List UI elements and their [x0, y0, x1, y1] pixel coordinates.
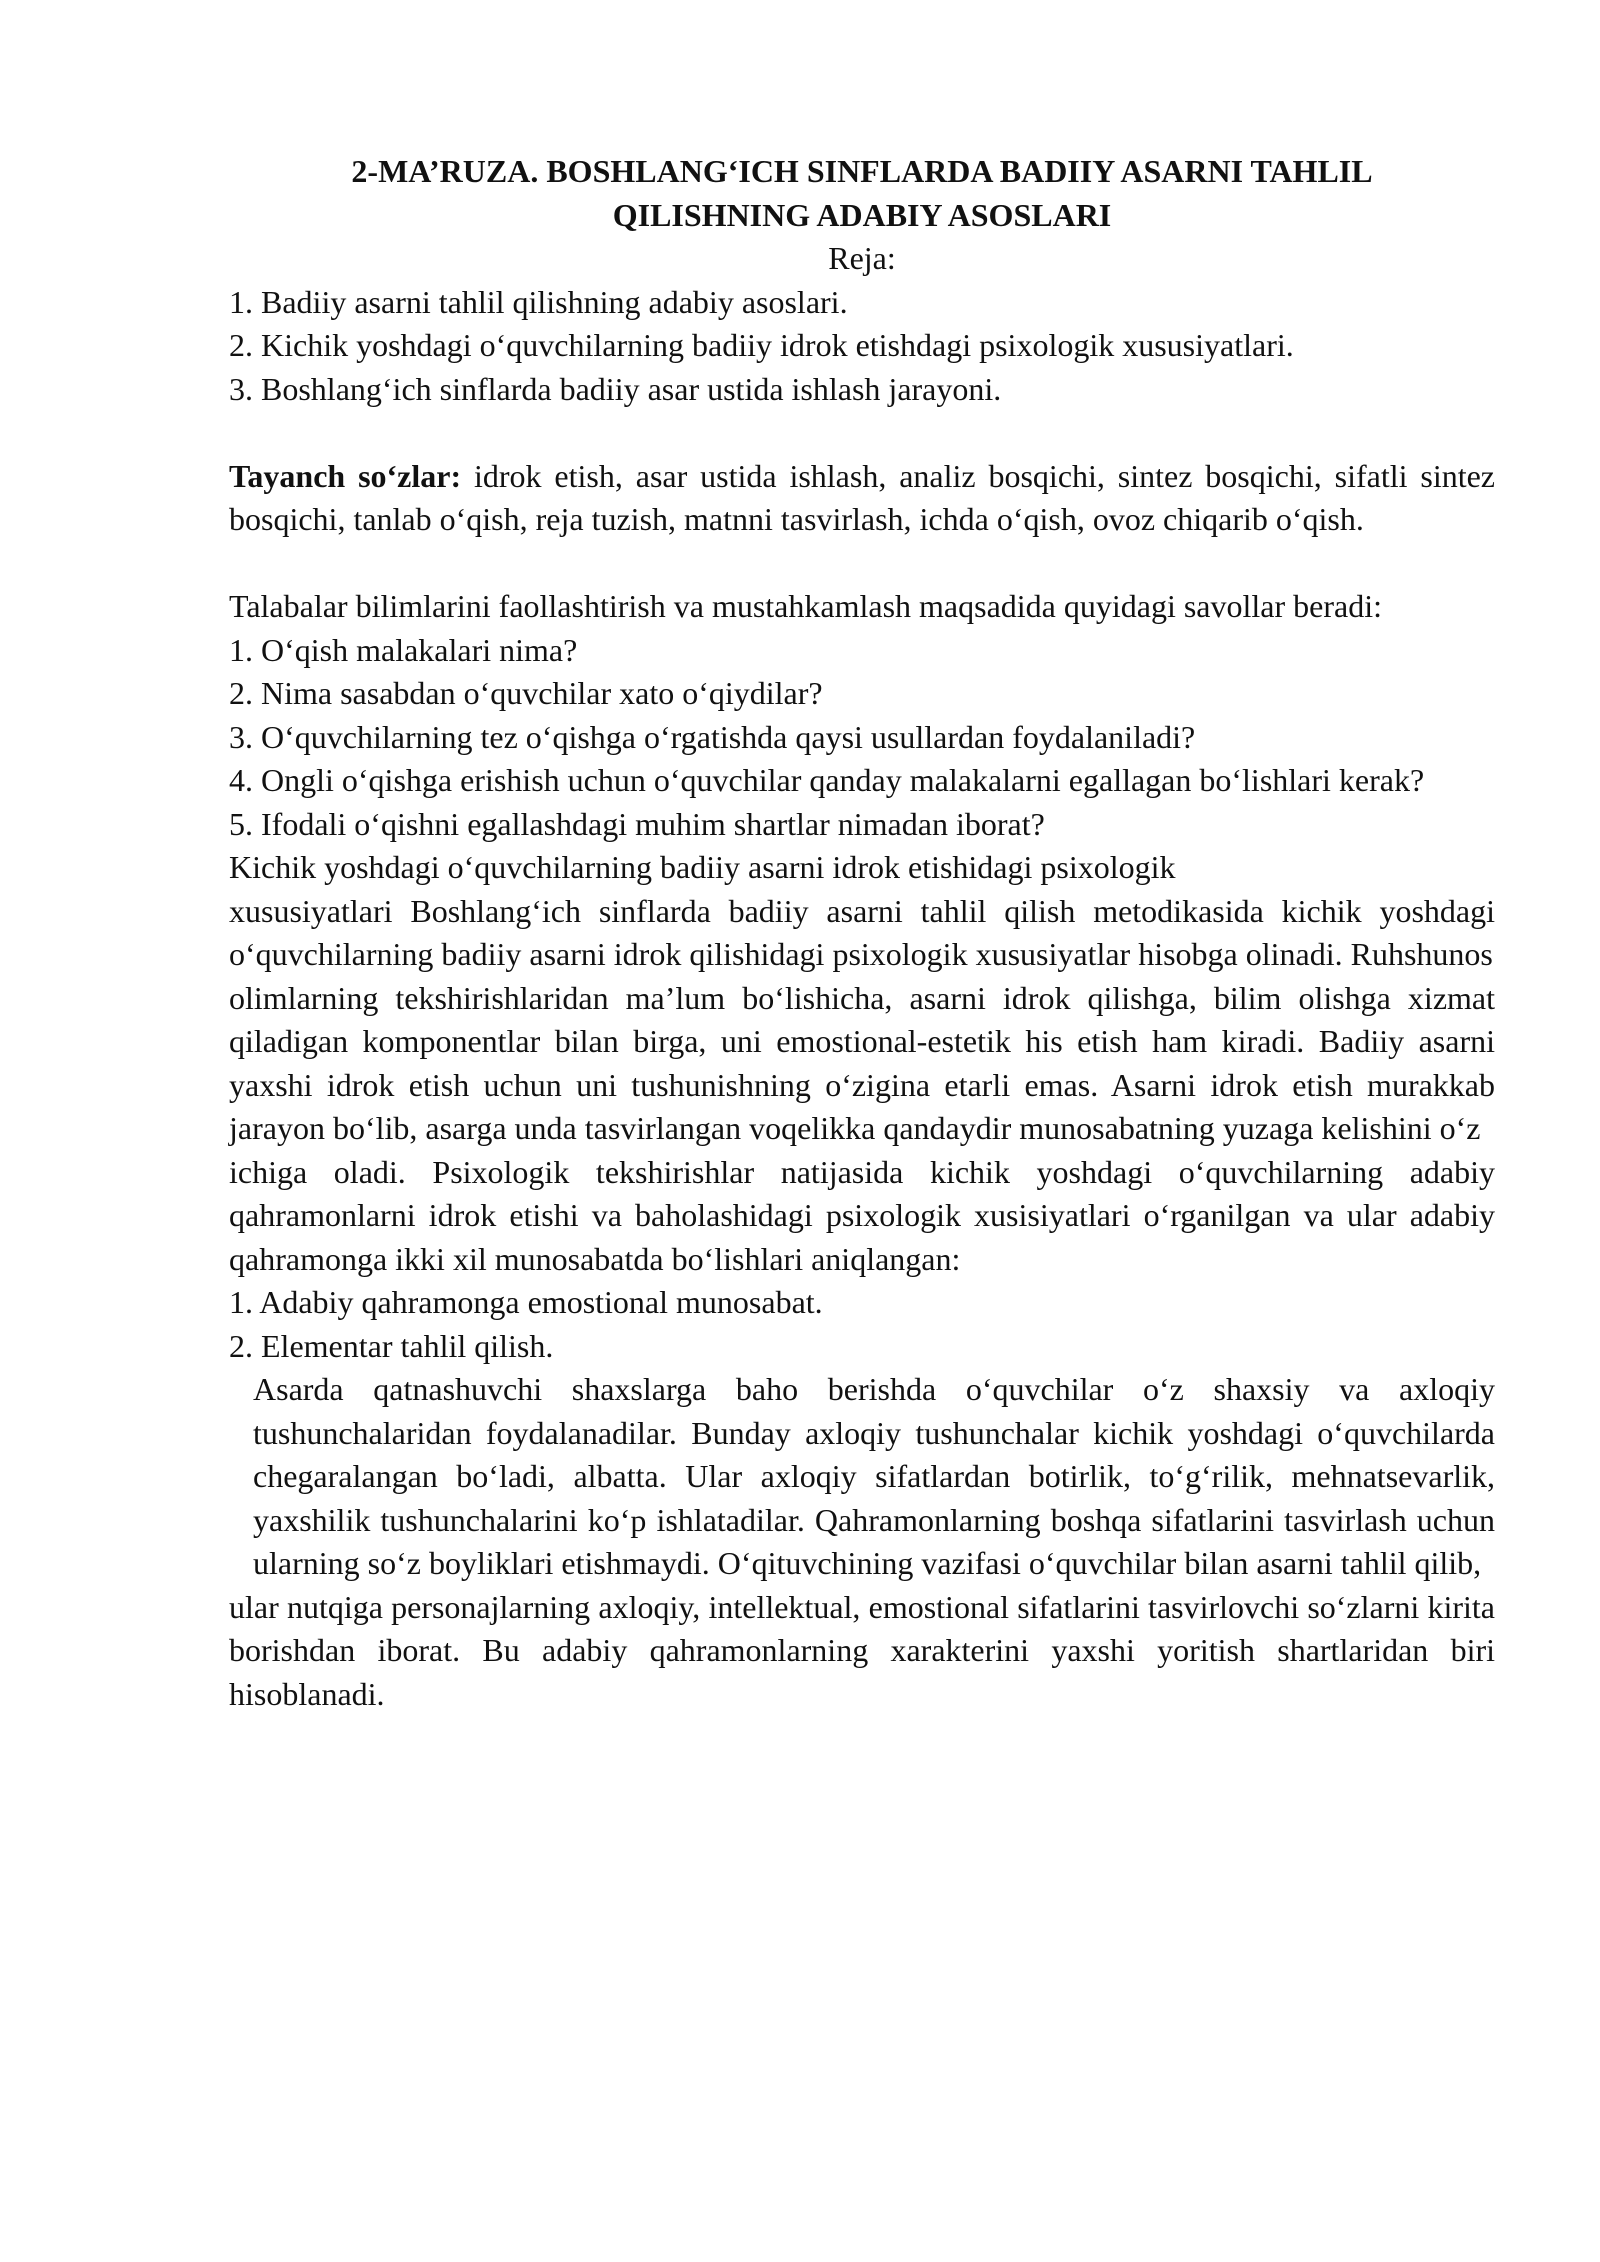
body-paragraph: ichiga oladi. Psixologik tekshirishlar natijasida kichik yoshdagi o‘quvchilarning adabiy qahramonlarni idrok etishi va baholashidagi psixologik xusisiyatlari o‘rganilgan va ular adabiy qahramonga ikki xil munosabatda bo‘lishlari aniqlangan:: [229, 1153, 1495, 1277]
spacer: [229, 411, 1495, 455]
body-paragraph: olimlarning tekshirishlaridan ma’lum bo‘lishicha, asarni idrok qilishga, bilim olishga xizmat qiladigan komponentlar bilan birga, uni emostional-estetik his etish ham kiradi. Badiiy asarni yaxshi idrok etish uchun uni tushunishning o‘zigina etarli emas. Asarni idrok etish murakkab jarayon bo‘lib, asarga unda tasvirlangan voqelikka qandaydir munosabatning yuzaga kelishini o‘z: [229, 979, 1495, 1146]
document-page: [229, 150, 1495, 1716]
body-list-item: 1. Adabiy qahramonga emostional munosabat.: [229, 1284, 823, 1320]
body-paragraph: Asarda qatnashuvchi shaxslarga baho berishda o‘quvchilar o‘z shaxsiy va axloqiy tushunchalaridan foydalanadilar. Bunday axloqiy tushunchalar kichik yoshdagi o‘quvchilarda chegaralangan bo‘ladi, albatta. Ular axloqiy sifatlardan botirlik, to‘g‘rilik, mehnatsevarlik, yaxshilik tushunchalarini ko‘p ishlatadilar. Qahramonlarning boshqa sifatlarini tasvirlash uchun ularning so‘z boyliklari etishmaydi. O‘qituvchining vazifasi o‘quvchilar bilan asarni tahlil qilib,: [253, 1371, 1495, 1581]
keywords-paragraph: [229, 455, 1495, 542]
question-item: 4. Ongli o‘qishga erishish uchun o‘quvchilar qanday malakalarni egallagan bo‘lishlari kerak?: [229, 762, 1425, 798]
keywords-label: Tayanch so‘zlar:: [229, 457, 462, 494]
question-item: 5. Ifodali o‘qishni egallashdagi muhim shartlar nimadan iborat?: [229, 805, 1045, 842]
body-list-item: 2. Elementar tahlil qilish.: [229, 1327, 554, 1364]
question-item: 1. O‘qish malakalari nima?: [229, 631, 578, 668]
plan-item: 2. Kichik yoshdagi o‘quvchilarning badiiy idrok etishdagi psixologik xususiyatlari.: [229, 327, 1294, 363]
plan-heading: Reja:: [828, 240, 896, 276]
lecture-title-line-2: QILISHNING ADABIY ASOSLARI: [612, 196, 1112, 233]
body-paragraph: xususiyatlari Boshlang‘ich sinflarda badiiy asarni tahlil qilish metodikasida kichik yoshdagi o‘quvchilarning badiiy asarni idrok qilishidagi psixologik xususiyatlar hisobga olinadi. Ruhshunos: [229, 892, 1495, 972]
plan-item: 3. Boshlang‘ich sinflarda badiiy asar ustida ishlash jarayoni.: [229, 370, 1002, 407]
body-paragraph-heading: Kichik yoshdagi o‘quvchilarning badiiy asarni idrok etishidagi psixologik: [229, 849, 1176, 885]
plan-item: 1. Badiiy asarni tahlil qilishning adabiy asoslari.: [229, 283, 848, 320]
spacer: [229, 542, 1495, 586]
keywords-text: idrok etish, asar ustida ishlash, analiz bosqichi, sintez bosqichi, sifatli sintez bosqichi, tanlab o‘qish, reja tuzish, matnni tasvirlash, ichda o‘qish, ovoz chiqarib o‘qish.: [229, 457, 1496, 537]
question-item: 2. Nima sasabdan o‘quvchilar xato o‘qiydilar?: [229, 675, 823, 711]
questions-intro: Talabalar bilimlarini faollashtirish va mustahkamlash maqsadida quyidagi savollar beradi:: [229, 588, 1382, 624]
question-item: 3. O‘quvchilarning tez o‘qishga o‘rgatishda qaysi usullardan foydalaniladi?: [229, 718, 1196, 755]
lecture-title: [229, 150, 1495, 237]
lecture-title-line-1: 2-MA’RUZA. BOSHLANG‘ICH SINFLARDA BADIIY ASARNI TAHLIL: [351, 153, 1373, 189]
body-paragraph: ular nutqiga personajlarning axloqiy, intellektual, emostional sifatlarini tasvirlovchi so‘zlarni kirita borishdan iborat. Bu adabiy qahramonlarning xarakterini yaxshi yoritish shartlaridan biri hisoblanadi.: [229, 1588, 1495, 1712]
